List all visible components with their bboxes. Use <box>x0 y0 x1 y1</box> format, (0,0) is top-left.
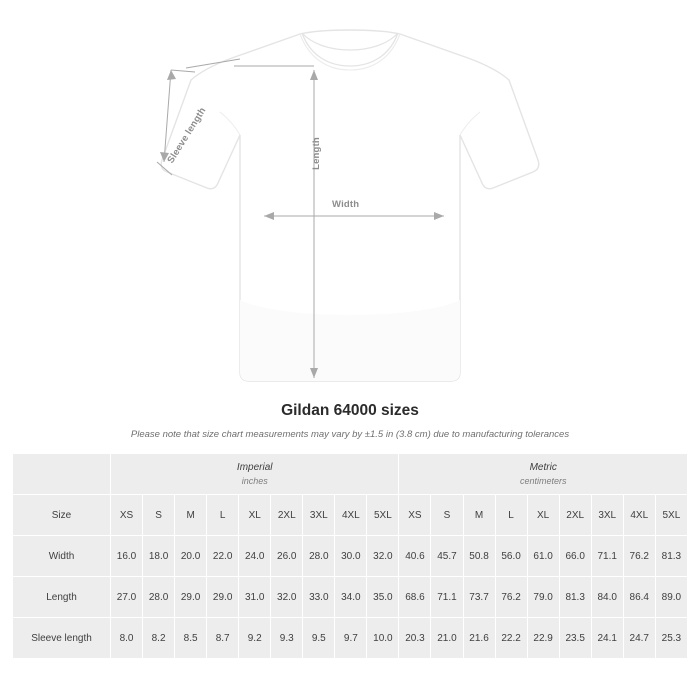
cell-sleeve-imperial-xl: 9.2 <box>239 618 271 659</box>
cell-width-metric-xs: 40.6 <box>399 536 431 577</box>
cell-width-imperial-4xl: 30.0 <box>335 536 367 577</box>
group-header-metric <box>399 454 688 495</box>
cell-length-imperial-l: 29.0 <box>207 577 239 618</box>
row-label-width: Width <box>13 536 111 577</box>
cell-length-metric-2xl: 81.3 <box>559 577 591 618</box>
cell-width-imperial-5xl: 32.0 <box>367 536 399 577</box>
cell-width-metric-4xl: 76.2 <box>623 536 655 577</box>
width-label: Width <box>332 199 360 210</box>
cell-width-imperial-2xl: 26.0 <box>271 536 303 577</box>
chart-note: Please note that size chart measurements may vary by ±1.5 in (3.8 cm) due to manufacturing tolerances <box>130 429 570 440</box>
cell-sleeve-metric-3xl: 24.1 <box>591 618 623 659</box>
cell-length-metric-xs: 68.6 <box>399 577 431 618</box>
cell-width-metric-m: 50.8 <box>463 536 495 577</box>
cell-sleeve-metric-5xl: 25.3 <box>655 618 687 659</box>
cell-sleeve-imperial-m: 8.5 <box>175 618 207 659</box>
cell-length-metric-3xl: 84.0 <box>591 577 623 618</box>
cell-width-metric-s: 45.7 <box>431 536 463 577</box>
table-row <box>13 536 688 577</box>
size-header-imperial-xl: XL <box>239 495 271 536</box>
size-header-cell: Size <box>13 495 111 536</box>
size-header-metric-xl: XL <box>527 495 559 536</box>
cell-sleeve-imperial-5xl: 10.0 <box>367 618 399 659</box>
cell-sleeve-imperial-l: 8.7 <box>207 618 239 659</box>
size-header-metric-3xl: 3XL <box>591 495 623 536</box>
size-header-metric-s: S <box>431 495 463 536</box>
group-header-imperial-unit: inches <box>241 476 268 486</box>
cell-width-imperial-3xl: 28.0 <box>303 536 335 577</box>
row-label-sleeve-length: Sleeve length <box>13 618 111 659</box>
group-header-metric-unit: centimeters <box>519 476 567 486</box>
cell-length-imperial-3xl: 33.0 <box>303 577 335 618</box>
cell-length-metric-4xl: 86.4 <box>623 577 655 618</box>
group-header-imperial <box>111 454 399 495</box>
table-row <box>13 618 688 659</box>
cell-width-metric-l: 56.0 <box>495 536 527 577</box>
cell-sleeve-imperial-2xl: 9.3 <box>271 618 303 659</box>
cell-length-metric-l: 76.2 <box>495 577 527 618</box>
table-corner-cell <box>13 454 111 495</box>
size-header-imperial-5xl: 5XL <box>367 495 399 536</box>
size-header-imperial-s: S <box>143 495 175 536</box>
size-header-imperial-3xl: 3XL <box>303 495 335 536</box>
row-label-length: Length <box>13 577 111 618</box>
length-label: Length <box>310 137 322 170</box>
size-header-metric-l: L <box>495 495 527 536</box>
size-header-metric-m: M <box>463 495 495 536</box>
cell-sleeve-metric-4xl: 24.7 <box>623 618 655 659</box>
sleeve-length-label: Sleeve length <box>165 105 209 166</box>
cell-sleeve-imperial-s: 8.2 <box>143 618 175 659</box>
cell-width-imperial-l: 22.0 <box>207 536 239 577</box>
cell-length-imperial-m: 29.0 <box>175 577 207 618</box>
size-table-wrapper <box>12 453 688 659</box>
cell-width-imperial-m: 20.0 <box>175 536 207 577</box>
cell-length-imperial-xs: 27.0 <box>111 577 143 618</box>
cell-width-imperial-xs: 16.0 <box>111 536 143 577</box>
cell-length-metric-s: 71.1 <box>431 577 463 618</box>
size-header-metric-2xl: 2XL <box>559 495 591 536</box>
cell-length-imperial-2xl: 32.0 <box>271 577 303 618</box>
cell-length-metric-m: 73.7 <box>463 577 495 618</box>
size-header-imperial-2xl: 2XL <box>271 495 303 536</box>
size-chart-table <box>12 453 688 659</box>
cell-sleeve-imperial-4xl: 9.7 <box>335 618 367 659</box>
cell-length-imperial-5xl: 35.0 <box>367 577 399 618</box>
cell-sleeve-metric-xl: 22.9 <box>527 618 559 659</box>
size-header-imperial-m: M <box>175 495 207 536</box>
cell-width-metric-2xl: 66.0 <box>559 536 591 577</box>
size-header-metric-4xl: 4XL <box>623 495 655 536</box>
cell-width-imperial-xl: 24.0 <box>239 536 271 577</box>
cell-length-imperial-xl: 31.0 <box>239 577 271 618</box>
size-header-imperial-xs: XS <box>111 495 143 536</box>
size-header-imperial-l: L <box>207 495 239 536</box>
size-header-imperial-4xl: 4XL <box>335 495 367 536</box>
cell-length-metric-5xl: 89.0 <box>655 577 687 618</box>
cell-length-imperial-4xl: 34.0 <box>335 577 367 618</box>
cell-length-imperial-s: 28.0 <box>143 577 175 618</box>
cell-length-metric-xl: 79.0 <box>527 577 559 618</box>
cell-sleeve-metric-m: 21.6 <box>463 618 495 659</box>
cell-width-metric-3xl: 71.1 <box>591 536 623 577</box>
group-header-metric-name: Metric <box>529 462 557 473</box>
size-header-metric-5xl: 5XL <box>655 495 687 536</box>
cell-sleeve-metric-s: 21.0 <box>431 618 463 659</box>
cell-sleeve-metric-2xl: 23.5 <box>559 618 591 659</box>
table-row <box>13 577 688 618</box>
cell-sleeve-metric-xs: 20.3 <box>399 618 431 659</box>
group-header-imperial-name: Imperial <box>236 462 273 473</box>
cell-sleeve-imperial-xs: 8.0 <box>111 618 143 659</box>
cell-sleeve-imperial-3xl: 9.5 <box>303 618 335 659</box>
table-size-header-row <box>13 495 688 536</box>
cell-width-metric-xl: 61.0 <box>527 536 559 577</box>
cell-sleeve-metric-l: 22.2 <box>495 618 527 659</box>
cell-width-metric-5xl: 81.3 <box>655 536 687 577</box>
cell-width-imperial-s: 18.0 <box>143 536 175 577</box>
size-header-metric-xs: XS <box>399 495 431 536</box>
chart-title: Gildan 64000 sizes <box>281 402 419 419</box>
table-group-header-row <box>13 454 688 495</box>
